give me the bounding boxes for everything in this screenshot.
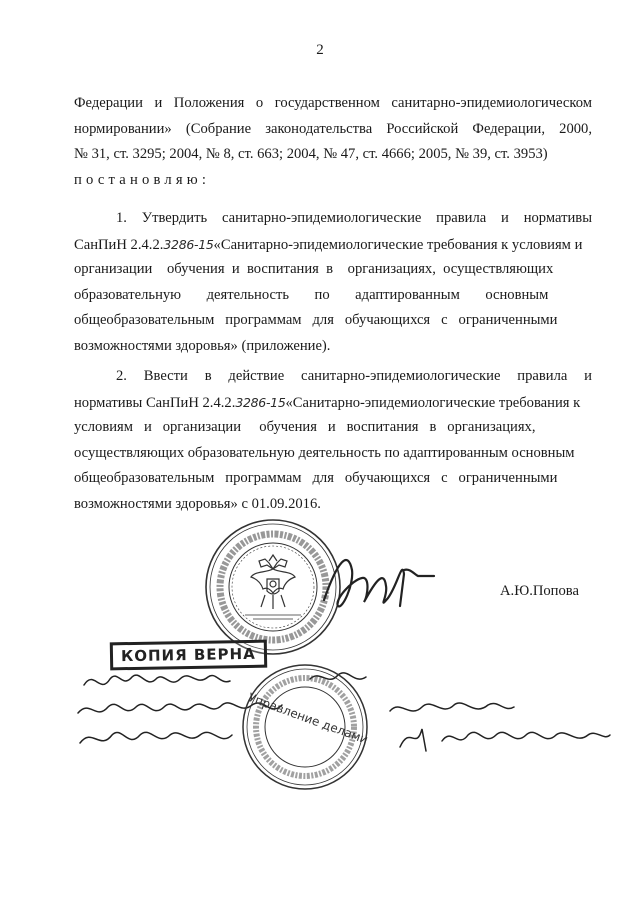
- item1-line-2-suffix: «Санитарно-эпидемиологические требования к условиям и: [213, 236, 583, 253]
- item2-line-5: общеобразовательным программам для обучающихся с ограниченными: [74, 470, 558, 486]
- signature: [318, 540, 438, 625]
- sanpin-code-prefix: нормативы СанПиН 2.4.2.: [74, 394, 236, 411]
- signatory-name: А.Ю.Попова: [500, 583, 579, 599]
- intro-line-1: Федерации и Положения о государственном санитарно-эпидемиологическом: [74, 95, 592, 111]
- intro-paragraph: [74, 91, 592, 193]
- item2-line-4: осуществляющих образовательную деятельность по адаптированным основным: [74, 444, 575, 461]
- item-2-paragraph: [74, 364, 592, 517]
- item2-line-2-suffix: «Санитарно-эпидемиологические требования к: [285, 394, 581, 411]
- copy-verified-stamp: КОПИЯ ВЕРНА: [110, 640, 267, 671]
- item1-line-3: организации обучения и воспитания в организациях, осуществляющих: [74, 261, 554, 277]
- item2-line-2: [74, 390, 592, 416]
- intro-line-2: нормировании» (Собрание законодательства Российской Федерации, 2000,: [74, 120, 592, 137]
- item1-line-6: возможностями здоровья» (приложение).: [74, 337, 331, 354]
- handwritten-sanpin-number: 3286-15: [163, 236, 214, 252]
- item2-line-3: условиям и организации обучения и воспитания в организациях,: [74, 419, 536, 435]
- intro-line-3: № 31, ст. 3295; 2004, № 8, ст. 663; 2004, № 47, ст. 4666; 2005, № 39, ст. 3953): [74, 146, 548, 162]
- item-1-paragraph: [74, 206, 592, 359]
- department-seal: [240, 662, 370, 797]
- item1-line-4: образовательную деятельность по адаптированным основным: [74, 286, 549, 303]
- seal-center-text: Управление делами: [246, 690, 370, 747]
- handwritten-sanpin-number: 3286-15: [235, 394, 286, 410]
- item2-line-1: 2. Ввести в действие санитарно-эпидемиологические правила и: [116, 368, 592, 384]
- item2-line-6: возможностями здоровья» с 01.09.2016.: [74, 495, 321, 512]
- page-number: 2: [316, 42, 324, 58]
- resolve-word: постановляю:: [74, 171, 211, 188]
- sanpin-code-prefix: СанПиН 2.4.2.: [74, 236, 164, 253]
- coat-of-arms-icon: [251, 555, 295, 609]
- item1-line-2: [74, 232, 592, 258]
- item1-line-5: общеобразовательным программам для обучающихся с ограниченными: [74, 312, 558, 328]
- item1-line-1: 1. Утвердить санитарно-эпидемиологические правила и нормативы: [116, 210, 592, 226]
